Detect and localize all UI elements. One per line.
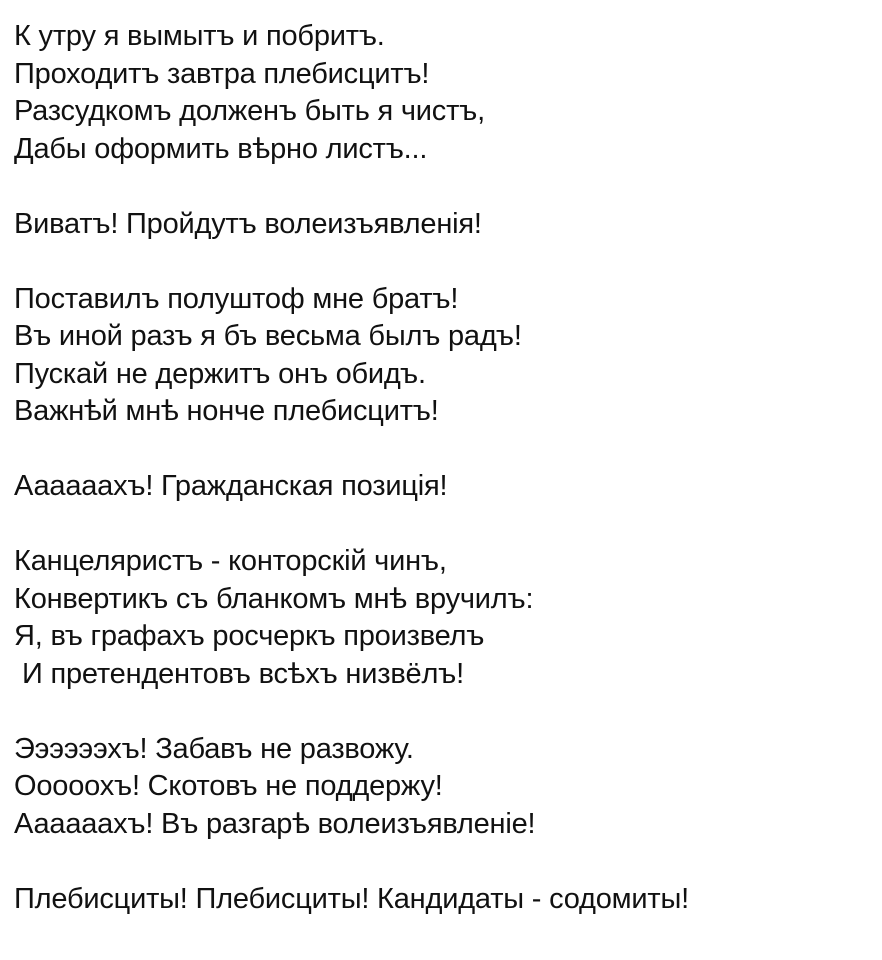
poem-line: Ээээээхъ! Забавъ не развожу. bbox=[14, 732, 414, 765]
poem-line: Въ иной разъ я бъ весьма былъ радъ! bbox=[14, 320, 522, 352]
stanza-7 bbox=[14, 881, 874, 919]
poem-line: И претендентовъ всѣхъ низвёлъ! bbox=[22, 657, 464, 690]
poem-line: Канцеляристъ - конторскiй чинъ, bbox=[14, 545, 447, 577]
poem-line: Аааааахъ! Въ разгарѣ волеизъявленiе! bbox=[14, 807, 536, 840]
stanza-3 bbox=[14, 281, 874, 431]
poem-line: К утру я вымытъ и побритъ. bbox=[14, 20, 385, 52]
poem-line: Поставилъ полуштоф мне братъ! bbox=[14, 282, 459, 315]
poem-line: Разсудкомъ долженъ быть я чистъ, bbox=[14, 95, 485, 127]
poem-line: Я, въ графахъ росчеркъ произвелъ bbox=[14, 620, 485, 652]
stanza-4 bbox=[14, 468, 874, 506]
poem-line: Ооооохъ! Скотовъ не поддержу! bbox=[14, 770, 443, 802]
poem-line: Важнѣй мнѣ нонче плебисцитъ! bbox=[14, 395, 439, 427]
poem-line: Проходитъ завтра плебисцитъ! bbox=[14, 57, 430, 90]
poem-line: Аааааахъ! Гражданская позицiя! bbox=[14, 470, 448, 502]
stanza-1 bbox=[14, 18, 874, 168]
poem-line: Виватъ! Пройдутъ волеизъявленiя! bbox=[14, 207, 482, 240]
stanza-6 bbox=[14, 731, 874, 844]
stanza-5 bbox=[14, 543, 874, 693]
poem-line: Плебисциты! Плебисциты! Кандидаты - содомиты! bbox=[14, 882, 690, 915]
poem-line: Конвертикъ съ бланкомъ мнѣ вручилъ: bbox=[14, 582, 534, 615]
poem-line: Дабы оформить вѣрно листъ... bbox=[14, 132, 428, 165]
stanza-2 bbox=[14, 206, 874, 244]
poem-line: Пускай не держитъ онъ обидъ. bbox=[14, 357, 426, 390]
poem-text bbox=[14, 18, 874, 918]
